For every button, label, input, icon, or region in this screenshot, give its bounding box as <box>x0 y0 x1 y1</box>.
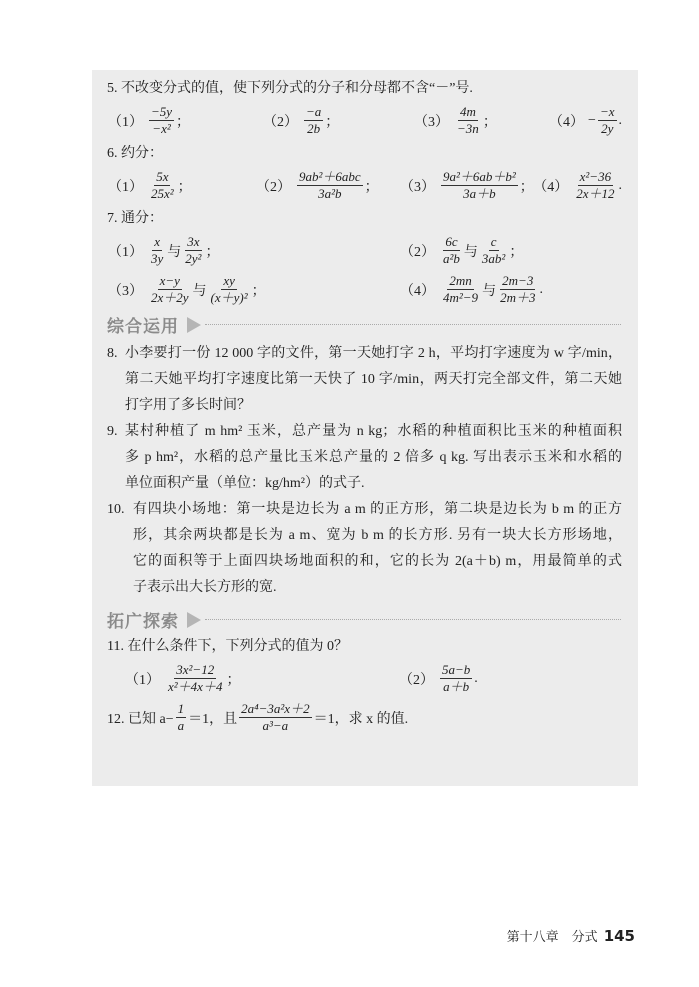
fraction <box>149 104 174 137</box>
q5-stem: 5. 不改变分式的值，使下列分式的分子和分母都不含“－”号. <box>107 81 473 96</box>
with-word: 与 <box>482 283 497 299</box>
punct: . <box>618 177 622 193</box>
denominator: 2x＋2y <box>151 290 189 305</box>
q6-items <box>108 169 622 202</box>
denominator: a²b <box>443 251 460 266</box>
q11-stem: 11. 在什么条件下，下列分式的值为 0？ <box>107 639 348 654</box>
punct: ； <box>177 179 192 195</box>
punct: . <box>474 670 478 686</box>
denominator: 25x² <box>151 186 174 201</box>
numerator: xy <box>223 273 235 288</box>
fraction <box>166 662 224 695</box>
numerator: 4m <box>459 104 476 119</box>
item-label: （3） <box>400 179 435 195</box>
q12-text: 12. 已知 a− <box>107 711 174 727</box>
q8 <box>107 341 622 419</box>
q10-number: 10. <box>107 502 125 517</box>
dotted-rule <box>205 324 621 325</box>
triangle-arrow-icon <box>187 612 201 628</box>
section-header-explore <box>107 607 621 632</box>
q7-item-1 <box>108 234 392 267</box>
denominator: 4m²−9 <box>443 290 479 305</box>
numerator: 9ab²＋6abc <box>299 169 361 184</box>
q5-items <box>108 104 622 137</box>
q11-items <box>125 662 622 695</box>
q12-text: ＝1，且 <box>188 711 238 727</box>
denominator: 2b <box>307 121 321 136</box>
numerator: 3x²−12 <box>176 662 215 677</box>
q5-item-1 <box>108 104 248 137</box>
q6-item-3 <box>400 169 534 202</box>
q9-line: 单位面积产量（单位：kg/hm²）的式子. <box>125 476 365 491</box>
denominator: −x² <box>152 121 171 136</box>
punct: ； <box>509 244 524 260</box>
item-label: （2） <box>256 179 291 195</box>
punct: . <box>618 112 622 128</box>
punct: . <box>539 281 543 297</box>
denominator: a³−a <box>262 718 289 733</box>
q10-line: 它的面积等于上面四块场地面积的和，它的长为 2(a＋b) m，用最简单的式 <box>133 554 622 569</box>
denominator: 3y <box>151 251 164 266</box>
fraction <box>574 169 616 202</box>
page-footer <box>507 926 635 945</box>
fraction <box>441 234 462 267</box>
denominator: 3a＋b <box>463 186 496 201</box>
with-word: 与 <box>192 283 207 299</box>
numerator: 2a⁴−3a²x＋2 <box>241 701 310 716</box>
numerator: 5x <box>156 169 169 184</box>
triangle-arrow-icon <box>187 317 201 333</box>
numerator: 2m−3 <box>502 273 534 288</box>
q7-item-4 <box>400 273 543 306</box>
denominator: 3ab² <box>481 251 506 266</box>
fraction <box>598 104 617 137</box>
q9-line: 某村种植了 m hm² 玉米，总产量为 n kg；水稻的种植面积比玉米的种植面积 <box>125 424 622 439</box>
denominator: −3n <box>457 121 479 136</box>
numerator: −5y <box>151 104 173 119</box>
q12-text: ＝1，求 x 的值. <box>313 711 409 727</box>
punct: ； <box>205 244 220 260</box>
q5-item-3 <box>414 104 534 137</box>
q8-line: 第二天她平均打字速度比第一天快了 10 字/min，两天打完全部文件，第二天她 <box>125 372 622 387</box>
q7-stem: 7. 通分： <box>107 211 163 226</box>
numerator: 5a−b <box>442 662 471 677</box>
q8-line: 小李要打一份 12 000 字的文件，第一天她打字 2 h，平均打字速度为 w 字/min， <box>125 346 622 361</box>
item-label: （1） <box>125 672 160 688</box>
dotted-rule <box>205 619 621 620</box>
item-label: （2） <box>400 244 435 260</box>
q6-item-1 <box>108 169 248 202</box>
fraction <box>440 662 472 695</box>
q10-line: 子表示出大长方形的宽. <box>133 580 277 595</box>
fraction <box>209 273 250 306</box>
section-title: 综合运用 <box>107 317 179 337</box>
exercise-box <box>92 70 638 786</box>
with-word: 与 <box>463 244 478 260</box>
fraction <box>441 273 480 306</box>
denominator: 2x＋12 <box>576 186 615 201</box>
q7-item-3 <box>108 273 392 306</box>
numerator: c <box>490 234 497 249</box>
denominator: 3a²b <box>318 186 342 201</box>
item-label: （1） <box>108 179 143 195</box>
q11-item-2 <box>399 662 478 695</box>
numerator: 3x <box>187 234 200 249</box>
fraction <box>304 104 323 137</box>
punct: ； <box>226 672 241 688</box>
denominator: x²＋4x＋4 <box>168 679 223 694</box>
q9-number: 9. <box>107 424 118 439</box>
fraction <box>239 701 311 734</box>
q8-line: 打字用了多长时间？ <box>125 398 251 413</box>
item-label: （3） <box>414 114 450 130</box>
q12 <box>107 701 622 734</box>
fraction <box>149 273 191 306</box>
minus-sign: − <box>588 112 596 128</box>
numerator: x <box>154 234 161 249</box>
denominator: (x＋y)² <box>210 290 248 305</box>
denominator: a <box>177 718 185 733</box>
q8-number: 8. <box>107 346 118 361</box>
punct: ； <box>364 179 379 195</box>
punct: ； <box>482 114 497 130</box>
q6-item-2 <box>256 169 392 202</box>
fraction <box>149 234 165 267</box>
punct: ； <box>176 114 191 130</box>
q10-line: 形，其余两块都是长为 a m、宽为 b m 的长方形. 另有一块大长方形场地， <box>133 528 622 543</box>
fraction <box>441 169 518 202</box>
denominator: a＋b <box>443 679 470 694</box>
fraction <box>176 701 187 734</box>
section-title: 拓广探索 <box>107 612 179 632</box>
numerator: 2mn <box>449 273 472 288</box>
item-label: （2） <box>399 672 434 688</box>
denominator: 2y² <box>185 251 202 266</box>
punct: ； <box>325 114 340 130</box>
q11-item-1 <box>125 662 391 695</box>
fraction <box>480 234 507 267</box>
fraction <box>149 169 176 202</box>
item-label: （2） <box>263 114 299 130</box>
numerator: −x <box>599 104 615 119</box>
page-number: 145 <box>603 927 635 945</box>
punct: ； <box>519 179 534 195</box>
q9-line: 多 p hm²，水稻的总产量比玉米总产量的 2 倍多 q kg. 写出表示玉米和水稻的 <box>125 450 622 465</box>
item-label: （4） <box>400 283 435 299</box>
punct: ； <box>251 283 266 299</box>
with-word: 与 <box>167 244 182 260</box>
item-label: （3） <box>108 283 143 299</box>
q7-items <box>108 234 622 306</box>
q10-line: 有四块小场地：第一块是边长为 a m 的正方形，第二块是边长为 b m 的正方 <box>133 502 622 517</box>
q6-item-4 <box>533 169 622 202</box>
section-header-comprehensive <box>107 312 621 337</box>
item-label: （4） <box>533 179 569 195</box>
q6-stem: 6. 约分： <box>107 146 163 161</box>
q7-item-2 <box>400 234 543 267</box>
chapter-title: 第十八章 分式 <box>506 929 598 944</box>
numerator: x−y <box>159 273 180 288</box>
denominator: 2y <box>601 121 614 136</box>
item-label: （4） <box>549 114 585 130</box>
numerator: x²−36 <box>579 169 612 184</box>
fraction <box>498 273 537 306</box>
numerator: 9a²＋6ab＋b² <box>443 169 516 184</box>
fraction <box>183 234 203 267</box>
fraction <box>297 169 363 202</box>
numerator: 1 <box>177 701 185 716</box>
item-label: （1） <box>108 114 143 130</box>
denominator: 2m＋3 <box>500 290 536 305</box>
numerator: −a <box>306 104 322 119</box>
q10 <box>107 497 622 601</box>
fraction <box>455 104 481 137</box>
q5-item-2 <box>263 104 399 137</box>
q5-item-4 <box>549 104 622 137</box>
item-label: （1） <box>108 244 143 260</box>
q9 <box>107 419 622 497</box>
numerator: 6c <box>445 234 458 249</box>
